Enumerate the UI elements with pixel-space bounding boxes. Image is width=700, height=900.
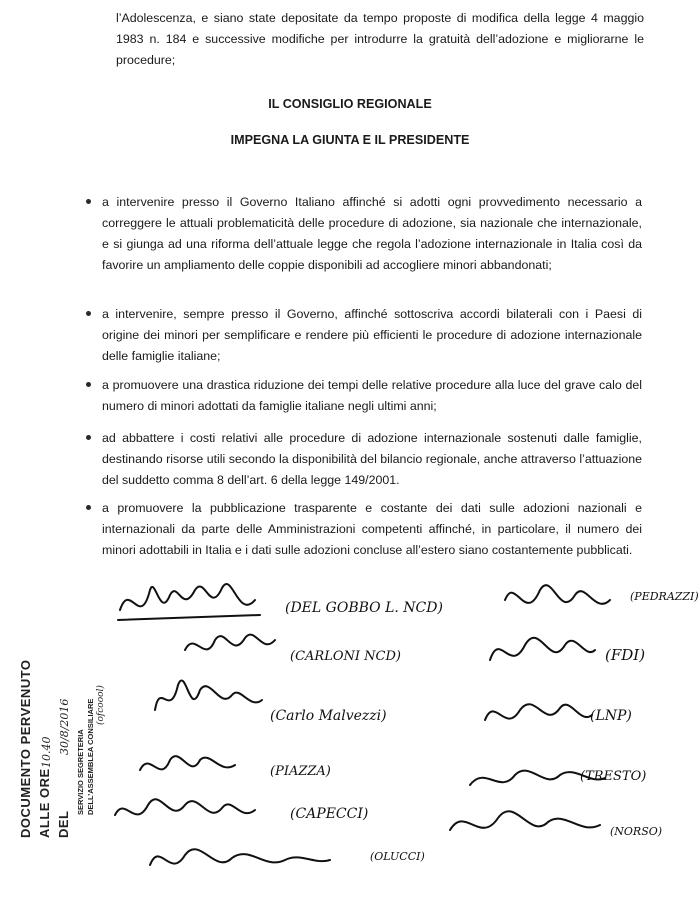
svg-text:(CARLONI NCD): (CARLONI NCD) xyxy=(290,649,401,664)
list-item-text: ad abbattere i costi relativi alle procedure di adozione internazionale sostenuti dalle famiglie, destinando risorse utili secondo la disponibilità del bilancio regionale, anche attraverso l’attuazione del suddetto comma 8 dell’art. 6 della legge 149/2001. xyxy=(102,431,643,487)
stamp-title: DOCUMENTO PERVENUTO xyxy=(18,659,33,838)
svg-text:(CAPECCI): (CAPECCI) xyxy=(290,806,369,822)
list-item-text: a intervenire, sempre presso il Governo, affinché sottoscriva accordi bilaterali con i Paesi di origine dei minori per semplificare e rendere più efficienti le procedure di adozione internazionale delle famiglie italiane; xyxy=(102,307,642,363)
signature-scribble xyxy=(450,811,600,830)
list-item-text: a promuovere una drastica riduzione dei tempi delle relative procedure alla luce del grave calo del numero di minori adottati da famiglie italiane negli ultimi anni; xyxy=(102,378,642,413)
signature-scribble xyxy=(490,638,595,660)
receipt-stamp xyxy=(0,600,125,900)
svg-text:(NORSO): (NORSO) xyxy=(610,825,663,838)
svg-text:(Carlo Malvezzi): (Carlo Malvezzi) xyxy=(270,708,387,724)
signature-scribble xyxy=(485,704,592,720)
svg-text:(OLUCCI): (OLUCCI) xyxy=(370,850,425,863)
stamp-initials: (ofcoool) xyxy=(96,685,106,725)
svg-text:(LNP): (LNP) xyxy=(590,708,632,724)
stamp-time-value: 10.40 xyxy=(40,736,53,768)
signature-scribble xyxy=(115,799,255,815)
stamp-time-label: ALLE ORE xyxy=(37,768,52,838)
bullet-icon xyxy=(86,199,91,204)
stamp-date-label: DEL xyxy=(56,810,71,838)
heading-consiglio: IL CONSIGLIO REGIONALE xyxy=(268,97,432,111)
signature-scribble xyxy=(150,849,330,865)
bullet-icon xyxy=(86,311,91,316)
bullet-icon xyxy=(86,382,91,387)
stamp-date-value: 30/8/2016 xyxy=(58,698,71,755)
bullet-icon xyxy=(86,435,91,440)
svg-text:(TRESTO): (TRESTO) xyxy=(580,769,647,784)
signature-scribble xyxy=(505,585,610,604)
svg-text:(DEL GOBBO L. NCD): (DEL GOBBO L. NCD) xyxy=(285,600,443,616)
heading-impegna: IMPEGNA LA GIUNTA E IL PRESIDENTE xyxy=(230,133,470,147)
stamp-office-line1: SERVIZIO SEGRETERIA xyxy=(76,729,85,815)
svg-text:(FDI): (FDI) xyxy=(605,646,646,664)
stamp-office-line2: DELL’ASSEMBLEA CONSILIARE xyxy=(86,698,95,815)
list-item-text: a promuovere la pubblicazione trasparente e costante dei dati sulle adozioni nazionali e internazionali da parte delle Amministrazioni competenti affinché, in particolare, il numero dei minori adottabili in Italia e i dati sulle adozioni concluse all’estero siano costantemente pubblicati. xyxy=(102,501,642,557)
svg-text:(PEDRAZZI): (PEDRAZZI) xyxy=(630,590,699,603)
signature-scribble xyxy=(185,635,275,650)
svg-text:(PIAZZA): (PIAZZA) xyxy=(270,764,331,779)
signature-scribble xyxy=(140,756,235,770)
signature-scribble xyxy=(155,681,262,710)
signature-scribble xyxy=(118,584,260,620)
list-item-text: a intervenire presso il Governo Italiano affinché si adotti ogni provvedimento necessario a correggere le attuali problematicità delle procedure di adozione, sia nazionale che internazionale, e si giunga ad una riforma dell’attuale legge che regola l’adozione internazionale in Italia così da favorire un ampliamento delle coppie disponibili ad accogliere minori abbandonati; xyxy=(102,195,642,272)
bullet-icon xyxy=(86,505,91,510)
intro-paragraph: l’Adolescenza, e siano state depositate da tempo proposte di modifica della legge 4 maggio 1983 n. 184 e successive modifiche per introdurre la gratuità dell’adozione e migliorarne le procedure; xyxy=(116,11,644,67)
